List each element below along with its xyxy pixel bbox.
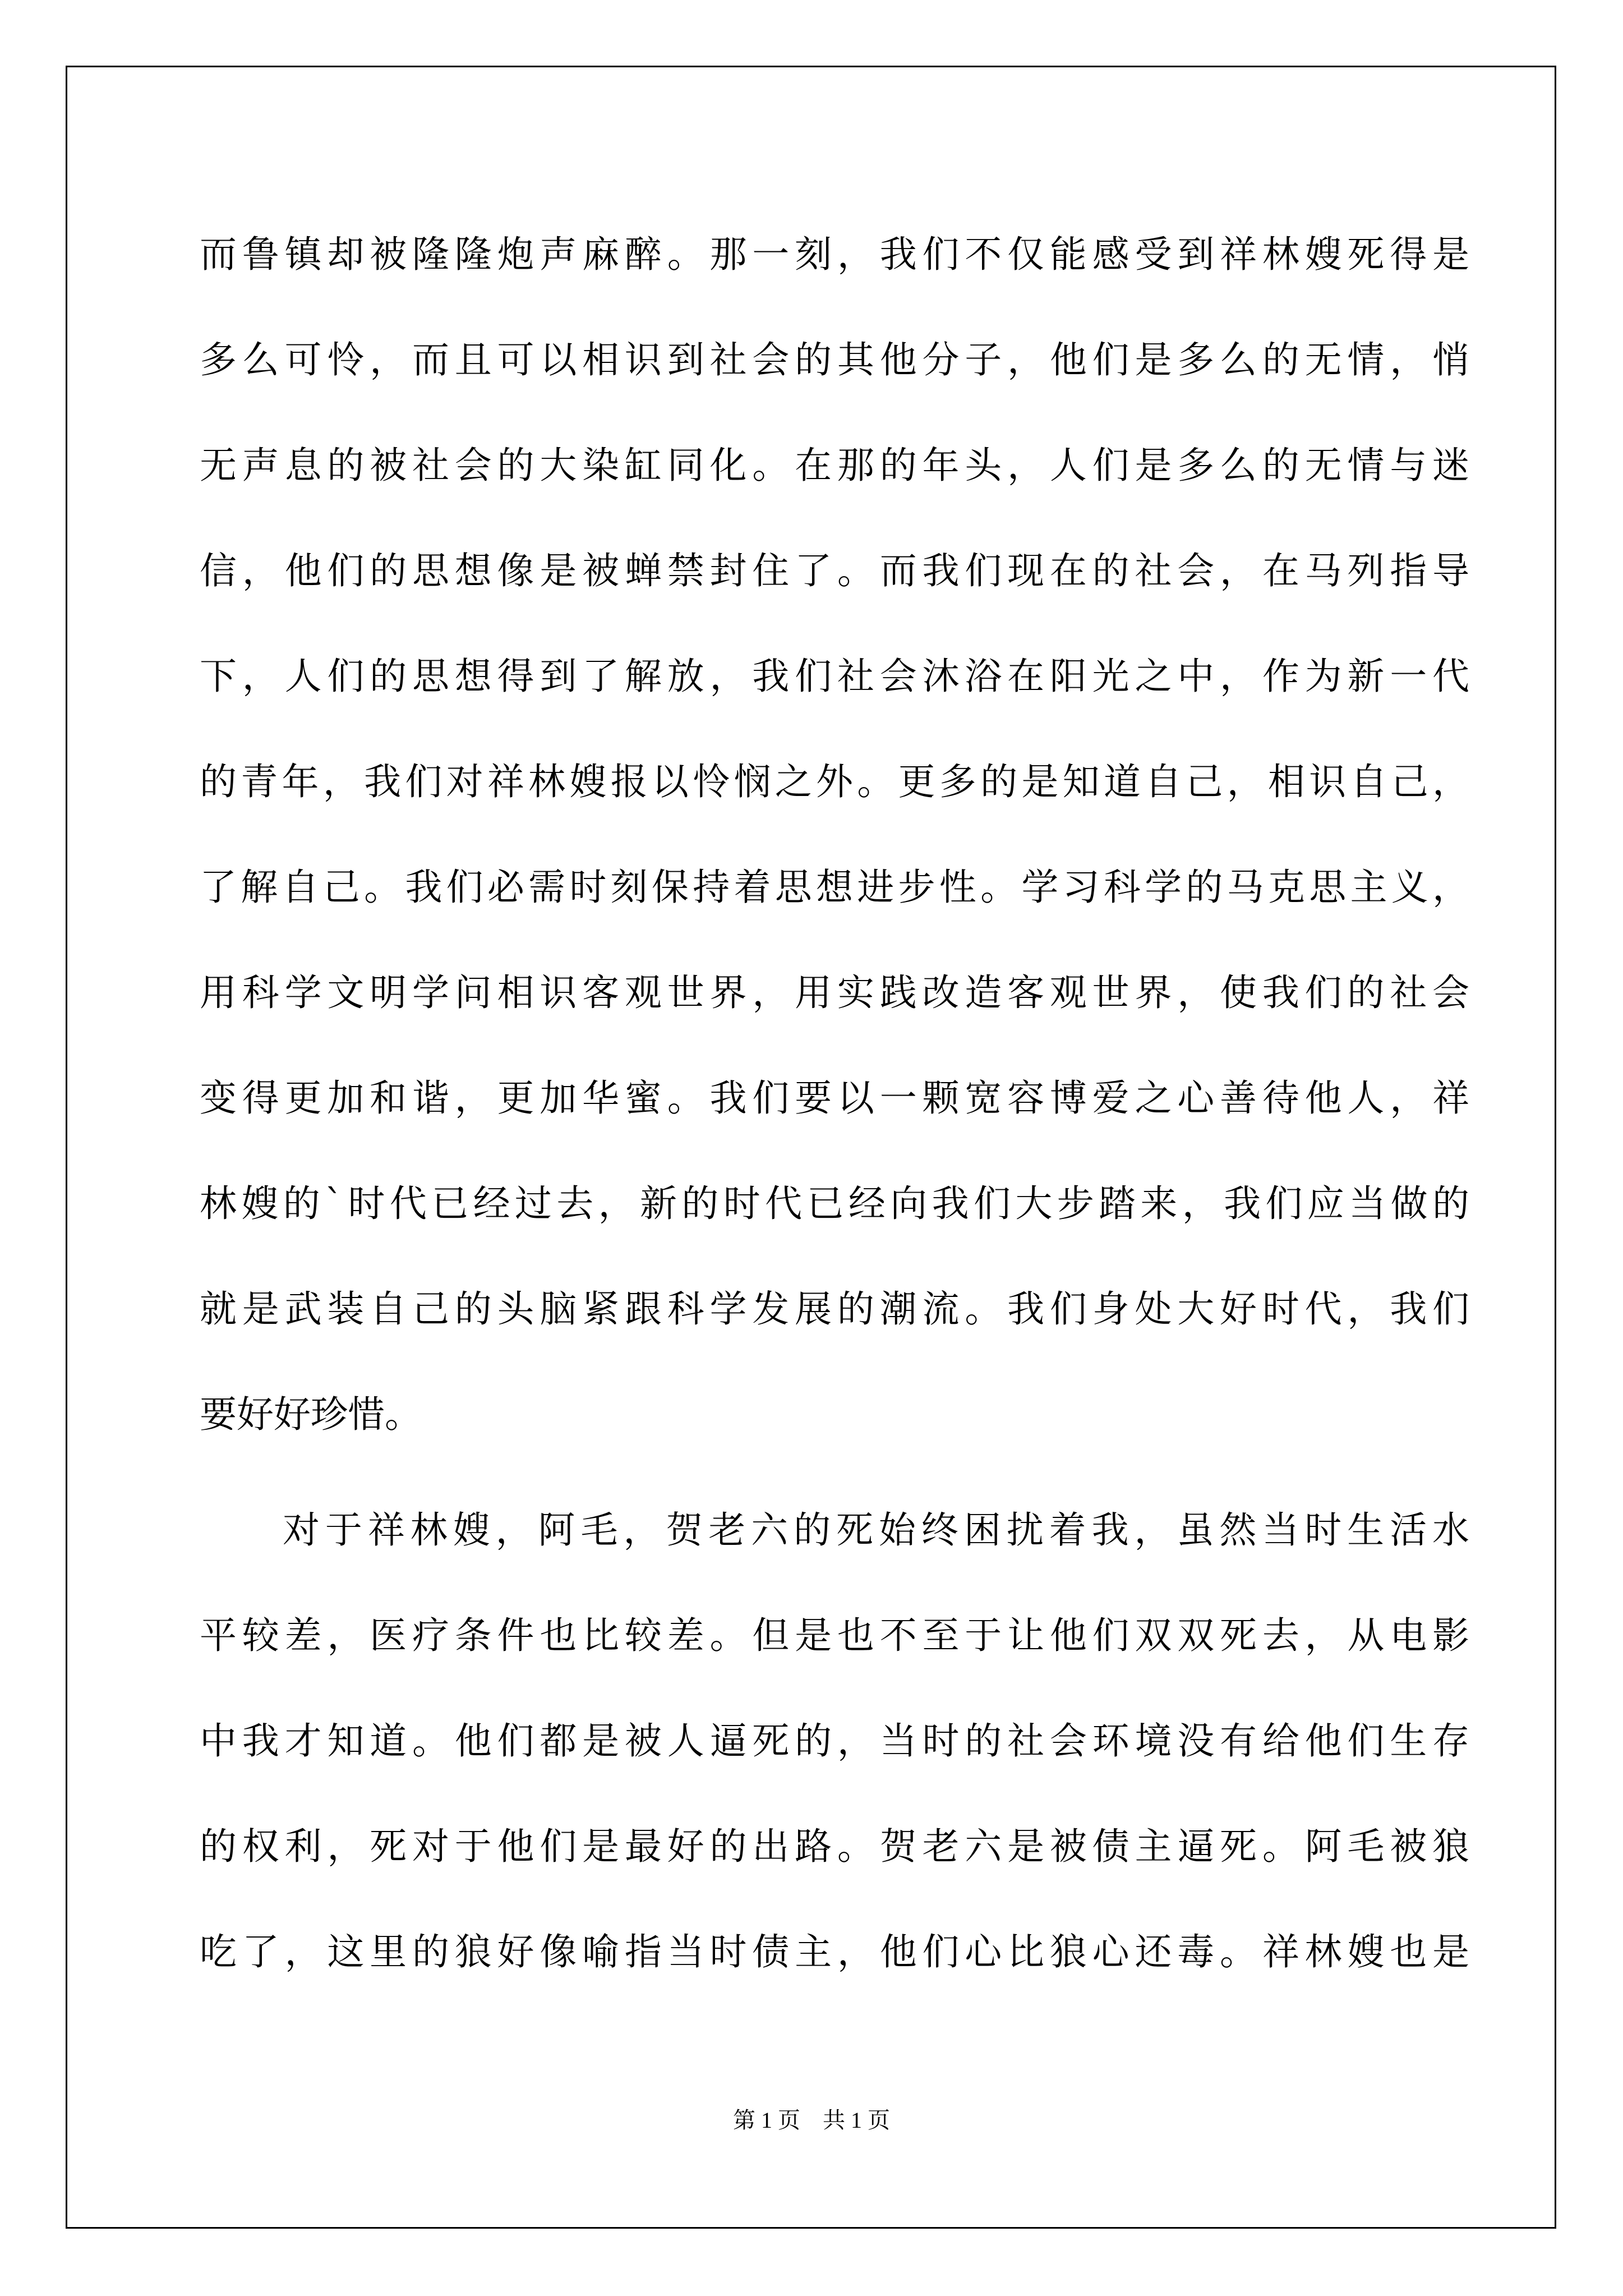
text-line: 下，人们的思想得到了解放，我们社会沐浴在阳光之中，作为新一代 <box>200 655 1469 698</box>
text-line: 吃了，这里的狼好像喻指当时债主，他们心比狼心还毒。祥林嫂也是 <box>200 1930 1469 1973</box>
text-line: 平较差，医疗条件也比较差。但是也不至于让他们双双死去，从电影 <box>200 1614 1469 1657</box>
document-body <box>200 202 1469 2005</box>
text-line: 中我才知道。他们都是被人逼死的，当时的社会环境没有给他们生存 <box>200 1719 1469 1763</box>
text-line: 了解自己。我们必需时刻保持着思想进步性。学习科学的马克思主义， <box>200 866 1469 909</box>
page-number-info: 第 1 页 共 1 页 <box>733 2108 890 2133</box>
text-line: 对于祥林嫂，阿毛，贺老六的死始终困扰着我，虽然当时生活水 <box>283 1508 1469 1552</box>
text-line: 多么可怜，而且可以相识到社会的其他分子，他们是多么的无情，悄 <box>200 338 1469 381</box>
text-line: 用科学文明学问相识客观世界，用实践改造客观世界，使我们的社会 <box>200 971 1469 1014</box>
text-line: 的青年，我们对祥林嫂报以怜悯之外。更多的是知道自己，相识自己， <box>200 760 1469 803</box>
text-line: 变得更加和谐，更加华蜜。我们要以一颗宽容博爱之心善待他人，祥 <box>200 1076 1469 1120</box>
text-line: 信，他们的思想像是被蝉禁封住了。而我们现在的社会，在马列指导 <box>200 549 1469 592</box>
paragraph-spacer <box>200 1467 1469 1478</box>
text-line: 而鲁镇却被隆隆炮声麻醉。那一刻，我们不仅能感受到祥林嫂死得是 <box>200 233 1469 276</box>
text-line: 就是武装自己的头脑紧跟科学发展的潮流。我们身处大好时代，我们 <box>200 1287 1469 1331</box>
page-footer <box>0 2102 1623 2134</box>
text-line: 无声息的被社会的大染缸同化。在那的年头，人们是多么的无情与迷 <box>200 444 1469 487</box>
text-line: 要好好珍惜。 <box>200 1393 422 1436</box>
text-line: 林嫂的`时代已经过去，新的时代已经向我们大步踏来，我们应当做的 <box>200 1182 1469 1225</box>
text-line: 的权利，死对于他们是最好的出路。贺老六是被债主逼死。阿毛被狼 <box>200 1825 1469 1868</box>
